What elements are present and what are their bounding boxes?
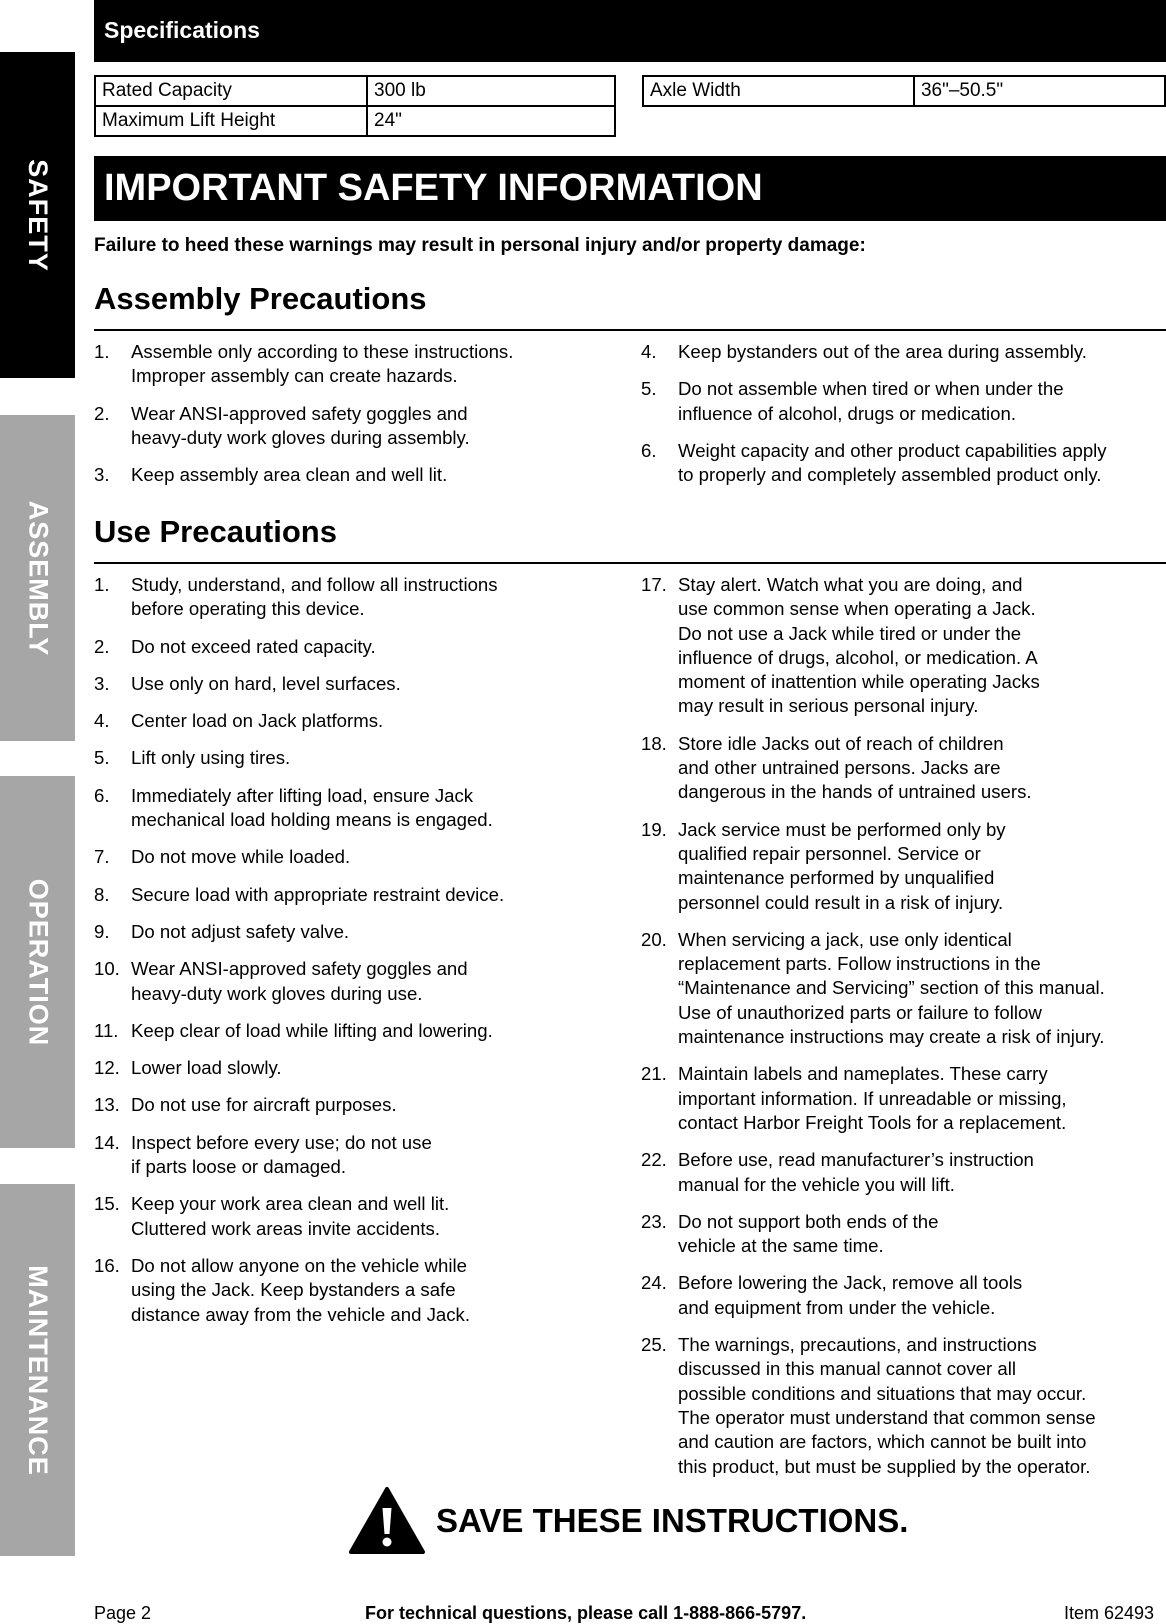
- item-text: Do not move while loaded.: [131, 846, 351, 868]
- list-item: [94, 920, 614, 944]
- list-item: [641, 928, 1166, 1049]
- list-item: [641, 1333, 1166, 1479]
- item-number-label: 22.: [641, 1149, 667, 1171]
- item-number-label: 3.: [94, 672, 110, 694]
- table-row: [95, 76, 615, 106]
- item-number-label: 5.: [94, 747, 110, 769]
- item-text: Do not allow anyone on the vehicle while using the Jack. Keep bystanders a safe distance away from the vehicle and Jack.: [131, 1254, 470, 1325]
- list-item: [641, 1148, 1166, 1197]
- divider: [94, 329, 1166, 331]
- safety-banner: IMPORTANT SAFETY INFORMATION: [94, 156, 1166, 221]
- spec-table-left: [94, 75, 616, 137]
- use-list-left: [94, 573, 614, 1340]
- item-number-label: 1.: [94, 341, 110, 362]
- item-number: Item 62493: [1063, 1603, 1154, 1623]
- side-tab-safety: [0, 52, 75, 378]
- spec-table-right: [642, 75, 1166, 107]
- item-text: The warnings, precautions, and instructions discussed in this manual cannot cover all possible conditions and situations that may occur. The operator must understand that common sense and caution are factors, which cannot be built into this product, but must be supplied by the operator.: [678, 1334, 1096, 1477]
- list-item: [641, 818, 1166, 915]
- item-text: Keep bystanders out of the area during assembly.: [678, 341, 1087, 362]
- item-text: Inspect before every use; do not use if parts loose or damaged.: [131, 1131, 432, 1178]
- list-item: [641, 1210, 1166, 1259]
- item-text: Do not adjust safety valve.: [131, 920, 350, 942]
- item-text: Wear ANSI-approved safety goggles and heavy-duty work gloves during use.: [131, 958, 468, 1004]
- item-text: Weight capacity and other product capabilities apply to properly and completely assembled product only.: [678, 439, 1107, 486]
- list-item: [94, 635, 614, 659]
- technical-support-phone: For technical questions, please call 1-888-866-5797.: [365, 1603, 807, 1623]
- spec-value: 24": [367, 106, 615, 136]
- list-item: [641, 573, 1166, 719]
- assembly-list-left: [94, 340, 614, 500]
- list-item: [641, 1062, 1166, 1135]
- specifications-header: Specifications: [94, 0, 1166, 62]
- divider: [94, 562, 1166, 564]
- item-text: Assemble only according to these instructions. Improper assembly can create hazards.: [131, 341, 514, 387]
- side-tab-maintenance: [0, 1184, 75, 1556]
- item-text: Do not support both ends of the vehicle at the same time.: [678, 1210, 939, 1257]
- spec-value: 300 lb: [367, 76, 615, 106]
- item-number-label: 7.: [94, 846, 110, 868]
- side-tab-label: MAINTENANCE: [23, 1264, 53, 1476]
- list-item: [641, 1271, 1166, 1320]
- item-text: Do not exceed rated capacity.: [131, 635, 376, 657]
- item-text: Lower load slowly.: [131, 1057, 282, 1079]
- item-number-label: 14.: [94, 1131, 120, 1153]
- item-number-label: 11.: [94, 1019, 119, 1041]
- list-item: [94, 402, 614, 451]
- list-item: [94, 784, 614, 833]
- item-text: Wear ANSI-approved safety goggles and heavy-duty work gloves during assembly.: [131, 402, 470, 448]
- item-number-label: 9.: [94, 920, 110, 942]
- item-number-label: 4.: [94, 710, 110, 732]
- item-number-label: 6.: [641, 439, 657, 461]
- item-number-label: 25.: [641, 1334, 667, 1356]
- list-item: [94, 1192, 614, 1241]
- item-text: Do not use for aircraft purposes.: [131, 1094, 397, 1116]
- item-text: Lift only using tires.: [131, 747, 291, 769]
- item-text: Immediately after lifting load, ensure Jack mechanical load holding means is engaged.: [131, 784, 493, 831]
- item-number-label: 18.: [641, 732, 667, 754]
- spec-label: Maximum Lift Height: [95, 106, 367, 136]
- item-number-label: 15.: [94, 1193, 120, 1215]
- item-number-label: 19.: [641, 818, 667, 840]
- spec-label: Axle Width: [643, 76, 914, 106]
- item-text: Maintain labels and nameplates. These carry important information. If unreadable or missing, contact Harbor Freight Tools for a replacement.: [678, 1063, 1067, 1133]
- list-item: [94, 340, 614, 389]
- list-item: [94, 883, 614, 907]
- list-item: [94, 1131, 614, 1180]
- side-tab-label: SAFETY: [23, 158, 54, 272]
- warning-intro: Failure to heed these warnings may result in personal injury and/or property damage:: [94, 235, 866, 256]
- item-number-label: 1.: [94, 574, 110, 595]
- spec-label: Rated Capacity: [95, 76, 367, 106]
- list-item: [94, 1254, 614, 1327]
- warning-triangle-icon: [348, 1486, 426, 1556]
- item-number-label: 5.: [641, 378, 657, 400]
- side-tab-assembly: [0, 415, 75, 741]
- list-item: [94, 957, 614, 1006]
- list-item: [94, 1093, 614, 1117]
- item-text: Study, understand, and follow all instructions before operating this device.: [131, 574, 498, 620]
- item-number-label: 24.: [641, 1272, 667, 1294]
- item-number-label: 16.: [94, 1254, 120, 1276]
- list-item: [94, 709, 614, 733]
- item-number-label: 10.: [94, 958, 120, 980]
- item-number-label: 23.: [641, 1210, 667, 1232]
- item-text: Store idle Jacks out of reach of children and other untrained persons. Jacks are dangerous in the hands of untrained users.: [678, 732, 1032, 803]
- side-tab-label: ASSEMBLY: [23, 500, 54, 656]
- list-item: [641, 377, 1166, 426]
- item-number-label: 4.: [641, 341, 657, 362]
- item-number-label: 6.: [94, 784, 110, 806]
- save-notice: [348, 1486, 908, 1556]
- item-number-label: 3.: [94, 464, 110, 486]
- item-text: Keep clear of load while lifting and lowering.: [131, 1019, 493, 1041]
- assembly-list-right: [641, 340, 1166, 500]
- item-number-label: 17.: [641, 574, 667, 595]
- item-text: Keep assembly area clean and well lit.: [131, 464, 448, 486]
- list-item: [641, 732, 1166, 805]
- item-text: Before use, read manufacturer’s instruction manual for the vehicle you will lift.: [678, 1149, 1034, 1195]
- side-tab-operation: [0, 776, 75, 1148]
- item-text: Secure load with appropriate restraint device.: [131, 883, 505, 905]
- use-precautions-title: Use Precautions: [94, 514, 337, 549]
- use-list-right: [641, 573, 1166, 1492]
- item-text: Jack service must be performed only by qualified repair personnel. Service or maintenance performed by unqualified personnel could result in a risk of injury.: [678, 818, 1006, 913]
- list-item: [94, 845, 614, 869]
- list-item: [94, 1056, 614, 1080]
- page-number: Page 2: [94, 1603, 152, 1623]
- item-text: Do not assemble when tired or when under the influence of alcohol, drugs or medication.: [678, 378, 1064, 424]
- list-item: [94, 1019, 614, 1043]
- item-number-label: 12.: [94, 1057, 120, 1079]
- list-item: [94, 672, 614, 696]
- list-item: [94, 746, 614, 770]
- item-number-label: 8.: [94, 883, 110, 905]
- save-instructions-text: SAVE THESE INSTRUCTIONS.: [436, 1502, 909, 1539]
- table-row: [95, 106, 615, 136]
- item-number-label: 2.: [94, 402, 110, 424]
- item-text: Keep your work area clean and well lit. Cluttered work areas invite accidents.: [131, 1193, 450, 1239]
- table-row: [643, 76, 1165, 106]
- list-item: [94, 573, 614, 622]
- item-number-label: 2.: [94, 635, 110, 657]
- item-text: Before lowering the Jack, remove all tools and equipment from under the vehicle.: [678, 1272, 1023, 1318]
- item-number-label: 20.: [641, 928, 667, 950]
- list-item: [641, 439, 1166, 488]
- list-item: [94, 463, 614, 487]
- list-item: [641, 340, 1166, 364]
- side-tab-label: OPERATION: [23, 878, 54, 1046]
- item-number-label: 13.: [94, 1094, 120, 1116]
- item-text: Center load on Jack platforms.: [131, 710, 384, 732]
- spec-value: 36"–50.5": [914, 76, 1165, 106]
- item-text: Stay alert. Watch what you are doing, and use common sense when operating a Jack. Do not use a Jack while tired or under the influence of drugs, alcohol, or medication. A moment of inattention while operating Jacks may result in serious personal injury.: [678, 574, 1040, 717]
- item-text: Use only on hard, level surfaces.: [131, 672, 401, 694]
- item-text: When servicing a jack, use only identical replacement parts. Follow instructions in the “Maintenance and Servicing” section of this manual. Use of unauthorized parts or failure to follow maintenance instructions may create a risk of injury.: [678, 928, 1105, 1048]
- item-number-label: 21.: [641, 1063, 667, 1085]
- assembly-precautions-title: Assembly Precautions: [94, 281, 427, 316]
